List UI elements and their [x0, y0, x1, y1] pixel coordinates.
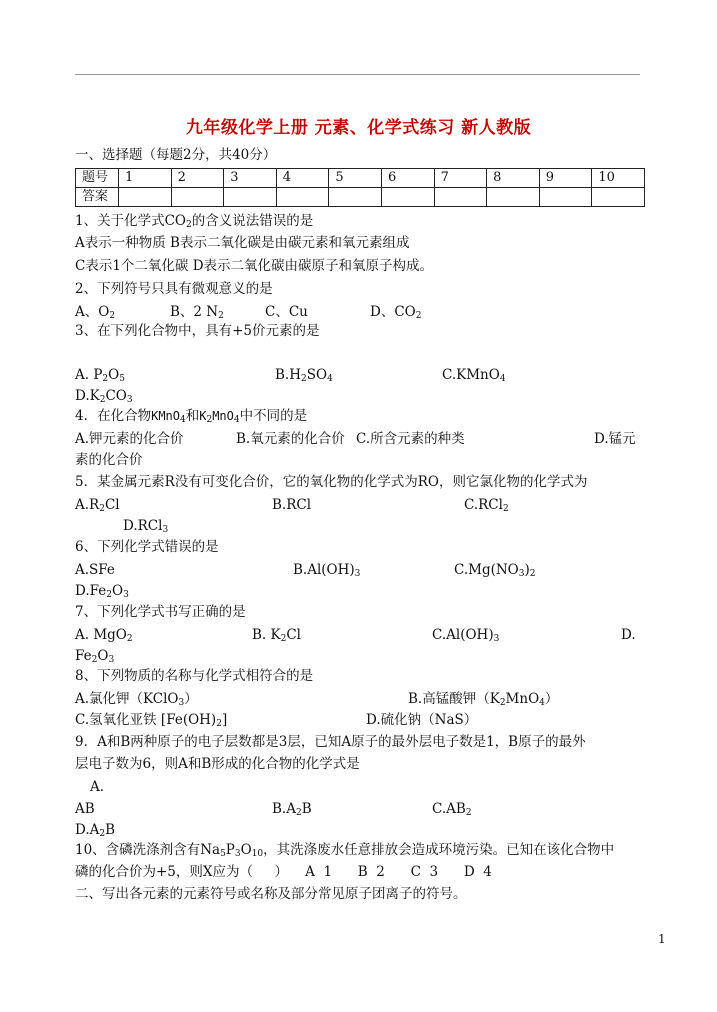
q6-option-c: $C.Mg(NO_3)_2$: [454, 562, 536, 579]
table-cell: 7: [434, 169, 487, 188]
answer-cell[interactable]: [119, 188, 172, 207]
answer-cell[interactable]: [539, 188, 592, 207]
table-label-answer: 答案: [76, 188, 119, 207]
q6-option-a: A.SFe: [75, 562, 115, 578]
q3-option-d: $D.K_2CO_3$: [75, 388, 133, 405]
table-cell: 4: [276, 169, 329, 188]
q8-stem: 8、下列物质的名称与化学式相符合的是: [75, 668, 314, 684]
q5-option-a: $A.R_2Cl$: [75, 497, 120, 514]
q3-option-c: C.KMnO$_4$: [442, 367, 506, 384]
section2-heading: 二、写出各元素的元素符号或名称及部分常见原子团离子的符号。: [75, 886, 467, 902]
answer-cell[interactable]: [329, 188, 382, 207]
q1-line2: A表示一种物质 B表示二氧化碳是由碳元素和氧元素组成: [75, 235, 410, 251]
answer-cell[interactable]: [276, 188, 329, 207]
q4-option-a: A.钾元素的化合价: [75, 431, 184, 447]
q9-option-a-value: AB: [75, 801, 95, 817]
q8-option-b: B.高锰酸钾$(K_2MnO_4)$: [408, 691, 559, 708]
header-rule: [75, 74, 640, 75]
table-cell: 8: [487, 169, 540, 188]
q8-option-a: A.氯化钾（KClO$_3$）: [75, 691, 198, 708]
q10-line2: 磷的化合价为+5，则X应为（ ） A 1 B 2 C 3 D 4: [75, 864, 492, 880]
q3-option-a: A. $P_2O_5$: [75, 367, 125, 384]
table-cell: 6: [381, 169, 434, 188]
q6-option-d: $D.Fe_2O_3$: [75, 583, 129, 600]
q7-option-d: D.: [621, 627, 636, 643]
q7-cont: $Fe_2O_3$: [75, 648, 115, 665]
q8-option-c: C.氢氧化亚铁 $[Fe(OH)_2]$: [75, 712, 228, 729]
page-title: 九年级化学上册 元素、化学式练习 新人教版: [185, 118, 532, 138]
table-cell: 3: [224, 169, 277, 188]
answer-cell[interactable]: [592, 188, 645, 207]
q3-stem: 3、在下列化合物中，具有+5价元素的是: [75, 323, 320, 339]
q5-stem: 5．某金属元素R没有可变化合价，它的氧化物的化学式为RO，则它氯化物的化学式为: [75, 474, 588, 490]
q9-option-d: $D.A_2B$: [75, 822, 116, 839]
q4-option-c: C.所含元素的种类: [356, 431, 465, 447]
table-cell: 2: [171, 169, 224, 188]
q9-option-a-label: A.: [90, 779, 105, 795]
q7-stem: 7、下列化学式书写正确的是: [75, 604, 246, 620]
q4-option-d: D.锰元: [594, 431, 636, 447]
q6-stem: 6、下列化学式错误的是: [75, 539, 219, 555]
q7-option-b: B. $K_2Cl$: [252, 627, 301, 644]
q2-option-b: B、2 $N_2$: [170, 304, 224, 321]
q9-option-c: $C.AB_2$: [432, 801, 472, 818]
answer-cell[interactable]: [171, 188, 224, 207]
q9-line1: 9．A和B两种原子的电子层数都是3层，已知A原子的最外层电子数是1，B原子的最外: [75, 734, 586, 750]
table-label-number: 题号: [76, 169, 119, 188]
table-row-answer: [76, 188, 645, 207]
q7-option-c: $C.Al(OH)_3$: [432, 627, 500, 644]
page-number: 1: [658, 932, 666, 946]
q9-option-b: $B.A_2B$: [272, 801, 312, 818]
q3-option-b: $B.H_2SO_4$: [275, 367, 333, 384]
table-row-number: [76, 169, 645, 188]
q1-stem: 1、关于化学式$CO_2$的含义说法错误的是: [75, 213, 314, 230]
q2-option-c: C、Cu: [265, 304, 308, 320]
section1-heading: 一、选择题（每题2分，共40分）: [75, 147, 277, 163]
q1-line3: C表示1个二氧化碳 D表示二氧化碳由碳原子和氧原子构成。: [75, 258, 434, 274]
answer-cell[interactable]: [487, 188, 540, 207]
q4-stem: 4．在化合物KMnO$_4$和$K_2MnO_4$中不同的是: [75, 408, 308, 425]
q2-stem: 2、下列符号只具有微观意义的是: [75, 281, 273, 297]
table-cell: 5: [329, 169, 382, 188]
table-cell: 1: [119, 169, 172, 188]
table-cell: 9: [539, 169, 592, 188]
q5-option-d: D.RCl$_3$: [123, 518, 169, 535]
q10-line1: 10、含磷洗涤剂含有$Na_5P_3O_{10}$，其洗涤废水任意排放会造成环境污染。已知在该化合物中: [75, 842, 615, 859]
table-cell: 10: [592, 169, 645, 188]
q4-cont: 素的化合价: [75, 452, 143, 468]
q7-option-a: A. MgO$_2$: [75, 627, 133, 644]
q4-option-b: B.氧元素的化合价: [236, 431, 345, 447]
q8-option-d: D.硫化钠（NaS）: [366, 712, 478, 728]
answer-cell[interactable]: [381, 188, 434, 207]
q5-option-c: C.RCl$_2$: [464, 497, 509, 514]
q6-option-b: $B.Al(OH)_3$: [293, 562, 361, 579]
answer-table: [75, 168, 645, 207]
q2-option-d: D、$CO_2$: [370, 304, 422, 321]
q5-option-b: B.RCl: [272, 497, 312, 513]
q2-option-a: A、$O_2$: [75, 304, 116, 321]
answer-cell[interactable]: [434, 188, 487, 207]
q9-line2: 层电子数为6，则A和B形成的化合物的化学式是: [75, 756, 360, 772]
answer-cell[interactable]: [224, 188, 277, 207]
